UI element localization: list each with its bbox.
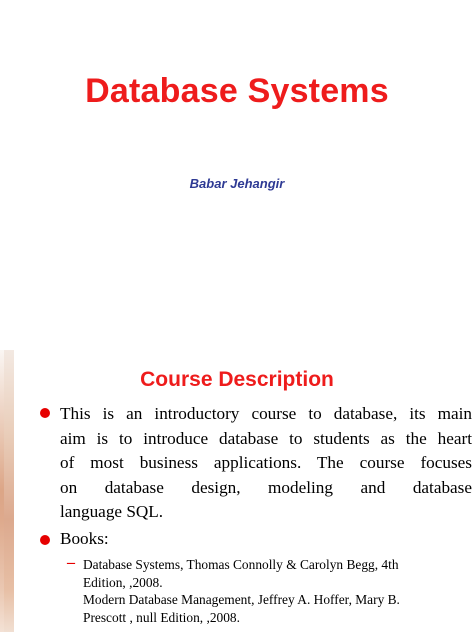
books-label: Books: <box>60 529 109 548</box>
book-reference-line: Database Systems, Thomas Connolly & Carolyn Begg, 4th <box>83 557 399 572</box>
bullet-dot-icon <box>40 408 50 418</box>
dash-icon: – <box>67 554 75 571</box>
book-references <box>83 556 473 626</box>
slide-side-decoration <box>0 350 14 632</box>
bullet-dot-icon <box>40 535 50 545</box>
book-reference-line: Edition, ,2008. <box>83 574 163 590</box>
section-heading: Course Description <box>140 368 334 391</box>
slide-title: Database Systems <box>85 72 389 110</box>
side-decoration-highlight <box>0 350 4 632</box>
course-summary-text <box>60 402 472 525</box>
summary-line: of most business applications. The course focuses <box>60 453 472 472</box>
summary-line: This is an introductory course to database, its main <box>60 404 472 423</box>
summary-line: aim is to introduce database to students as the heart <box>60 428 472 448</box>
summary-line: on database design, modeling and database <box>60 477 472 497</box>
author-name: Babar Jehangir <box>189 176 285 191</box>
course-description-slide <box>0 316 474 632</box>
book-reference-line: Prescott , null Edition, ,2008. <box>83 609 240 625</box>
book-reference-line: Modern Database Management, Jeffrey A. Hoffer, Mary B. <box>83 592 400 607</box>
summary-line: language SQL. <box>60 502 164 521</box>
